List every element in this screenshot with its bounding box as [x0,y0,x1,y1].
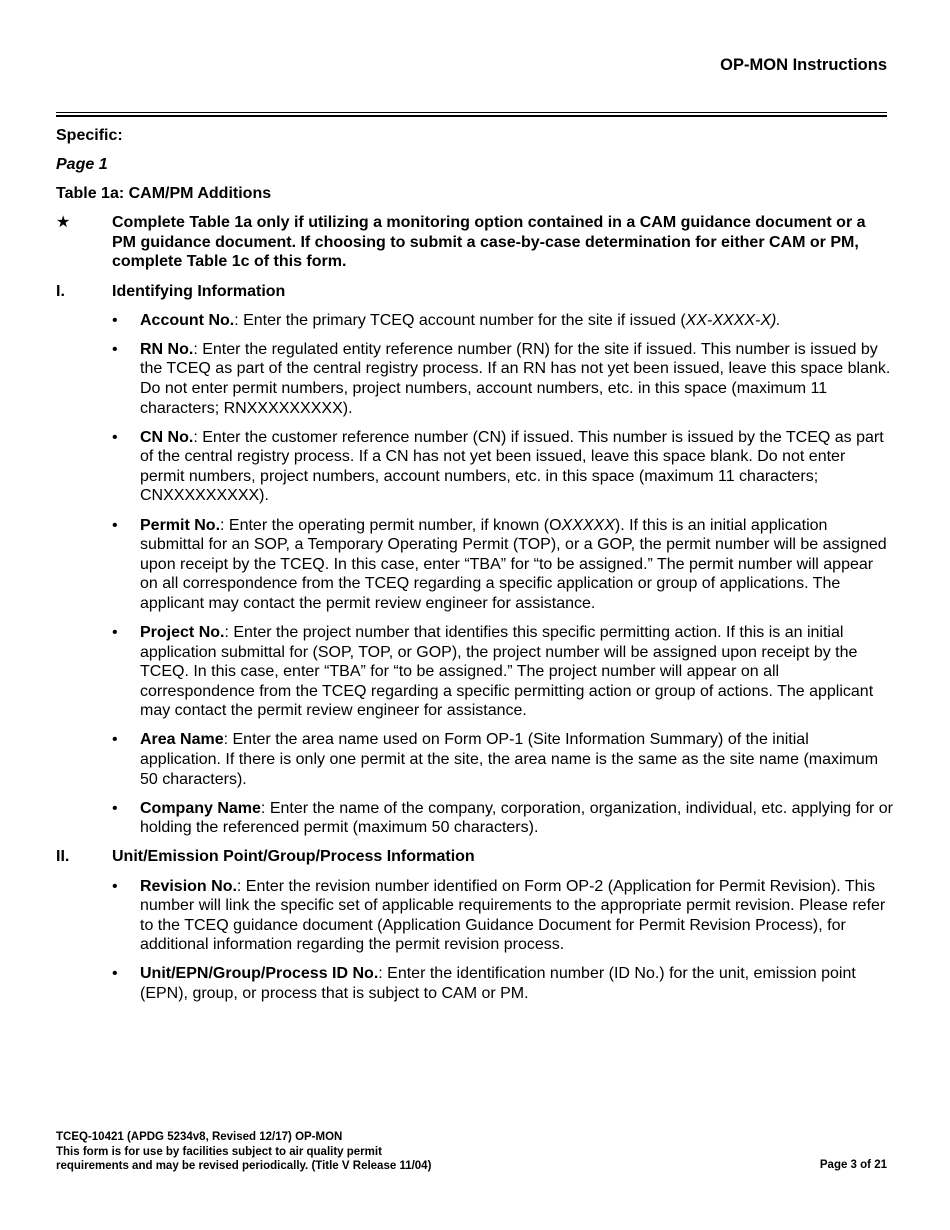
list-item [56,730,895,789]
field-term: Area Name [140,731,224,749]
bullet-icon: • [112,877,118,895]
bullet-icon: • [112,799,118,817]
footer-form-info [56,1130,431,1174]
list-item-text [140,877,894,955]
footer-line-3: requirements and may be revised periodically. (Title V Release 11/04) [56,1160,432,1172]
section-1-list [56,311,895,838]
bullet-icon: • [112,516,118,534]
section-2-heading [56,847,895,867]
bullet-icon: • [112,731,118,749]
field-term: CN No. [140,428,194,446]
list-item-text [140,516,894,614]
field-description-continued: ). If this is an initial application submittal for an SOP, a Temporary Operating Permit (TOP), or a GOP, the permit number will be assigned upon receipt by the TCEQ. In this case, enter “TBA” for “to be assigned.” The permit number will appear on all correspondence from the TCEQ regarding a specific application or group of applications. The applicant may contact the permit review engineer for assistance. [140,516,887,612]
section-2-title: Unit/Emission Point/Group/Process Information [112,848,475,866]
list-item [56,877,895,955]
footer-line-2: This form is for use by facilities subject to air quality permit [56,1145,382,1158]
table-heading: Table 1a: CAM/PM Additions [56,185,272,203]
star-note-text: Complete Table 1a only if utilizing a monitoring option contained in a CAM guidance document or a PM guidance document. If choosing to submit a case-by-case determination for either CAM or PM, complete Table 1c of this form. [112,214,866,271]
page-header-title: OP-MON Instructions [720,56,887,74]
bullet-icon: • [112,428,118,446]
field-description: : Enter the revision number identified on Form OP-2 (Application for Permit Revision). This number will link the specific set of applicable requirements to the appropriate permit revision. Please refer to the TCEQ guidance document (Application Guidance Document for Permit Revision Process), for additional information regarding the permit revision process. [140,877,886,954]
list-item [56,428,895,506]
field-term: Permit No. [140,516,221,534]
bullet-icon: • [112,623,118,641]
field-description: : Enter the primary TCEQ account number for the site if issued ( [234,311,686,329]
field-description: : Enter the project number that identifies this specific permitting action. If this is an initial application submittal for (SOP, TOP, or GOP), the project number will be assigned upon receipt by the TCEQ. In this case, enter “TBA” for “to be assigned.” The project number will appear on all correspondence from the TCEQ regarding a specific permitting action or group of actions. The applicant may contact the permit review engineer for assistance. [140,623,874,720]
field-format-example: XXXXX [561,516,615,534]
document-body [56,126,895,1013]
field-term: RN No. [140,340,194,358]
star-icon: ★ [56,214,71,232]
field-description: : Enter the area name used on Form OP-1 (Site Information Summary) of the initial application. If there is only one permit at the site, the area name is the same as the site name (maximum 50 characters). [140,731,879,788]
field-description: : Enter the name of the company, corporation, organization, individual, etc. applying for or holding the referenced permit (maximum 50 characters). [140,799,893,837]
section-1-numeral: I. [56,282,65,300]
field-term: Revision No. [140,877,237,895]
section-1-title: Identifying Information [112,282,286,300]
list-item-text [140,730,894,789]
bullet-icon: • [112,965,118,983]
list-item-text [140,428,894,506]
bullet-icon: • [112,311,118,329]
bullet-icon: • [112,340,118,358]
list-item [56,799,895,838]
specific-heading: Specific: [56,127,123,144]
list-item [56,964,895,1003]
field-term: Project No. [140,623,225,641]
footer-line-1: TCEQ-10421 (APDG 5234v8, Revised 12/17) OP-MON [56,1131,343,1143]
page-subheading: Page 1 [56,156,108,174]
section-2-list [56,877,895,1004]
list-item [56,311,895,331]
list-item-text [140,623,894,721]
list-item [56,623,895,721]
list-item [56,340,895,418]
footer-page-number: Page 3 of 21 [819,1159,887,1171]
section-1-heading [56,282,895,302]
field-description: : Enter the identification number (ID No.) for the unit, emission point (EPN), group, or process that is subject to CAM or PM. [140,965,856,1002]
field-description: : Enter the customer reference number (CN) if issued. This number is issued by the TCEQ as part of the central registry process. If a CN has not yet been issued, leave this space blank. Do not enter permit numbers, project numbers, account numbers, etc. in this space (maximum 11 characters; CNXXXXXXXXX). [140,428,884,505]
section-2-numeral: II. [56,848,70,866]
list-item-text [140,964,894,1003]
field-term: Unit/EPN/Group/Process ID No. [140,965,379,983]
list-item-text [140,799,894,838]
field-term: Company Name [140,799,261,817]
star-note [56,213,895,272]
field-description: : Enter the regulated entity reference number (RN) for the site if issued. This number is issued by the TCEQ as part of the central registry process. If an RN has not yet been issued, leave this space blank. Do not enter permit numbers, project numbers, account numbers, etc. in this space (maximum 11 characters; RNXXXXXXXXX). [140,340,891,417]
field-description: : Enter the operating permit number, if known (O [220,516,562,534]
field-term: Account No. [140,311,235,329]
list-item [56,516,895,614]
list-item-text [140,340,894,418]
list-item-text [140,311,894,331]
field-format-example: XX-XXXX-X). [685,311,781,329]
header-divider [56,112,887,117]
